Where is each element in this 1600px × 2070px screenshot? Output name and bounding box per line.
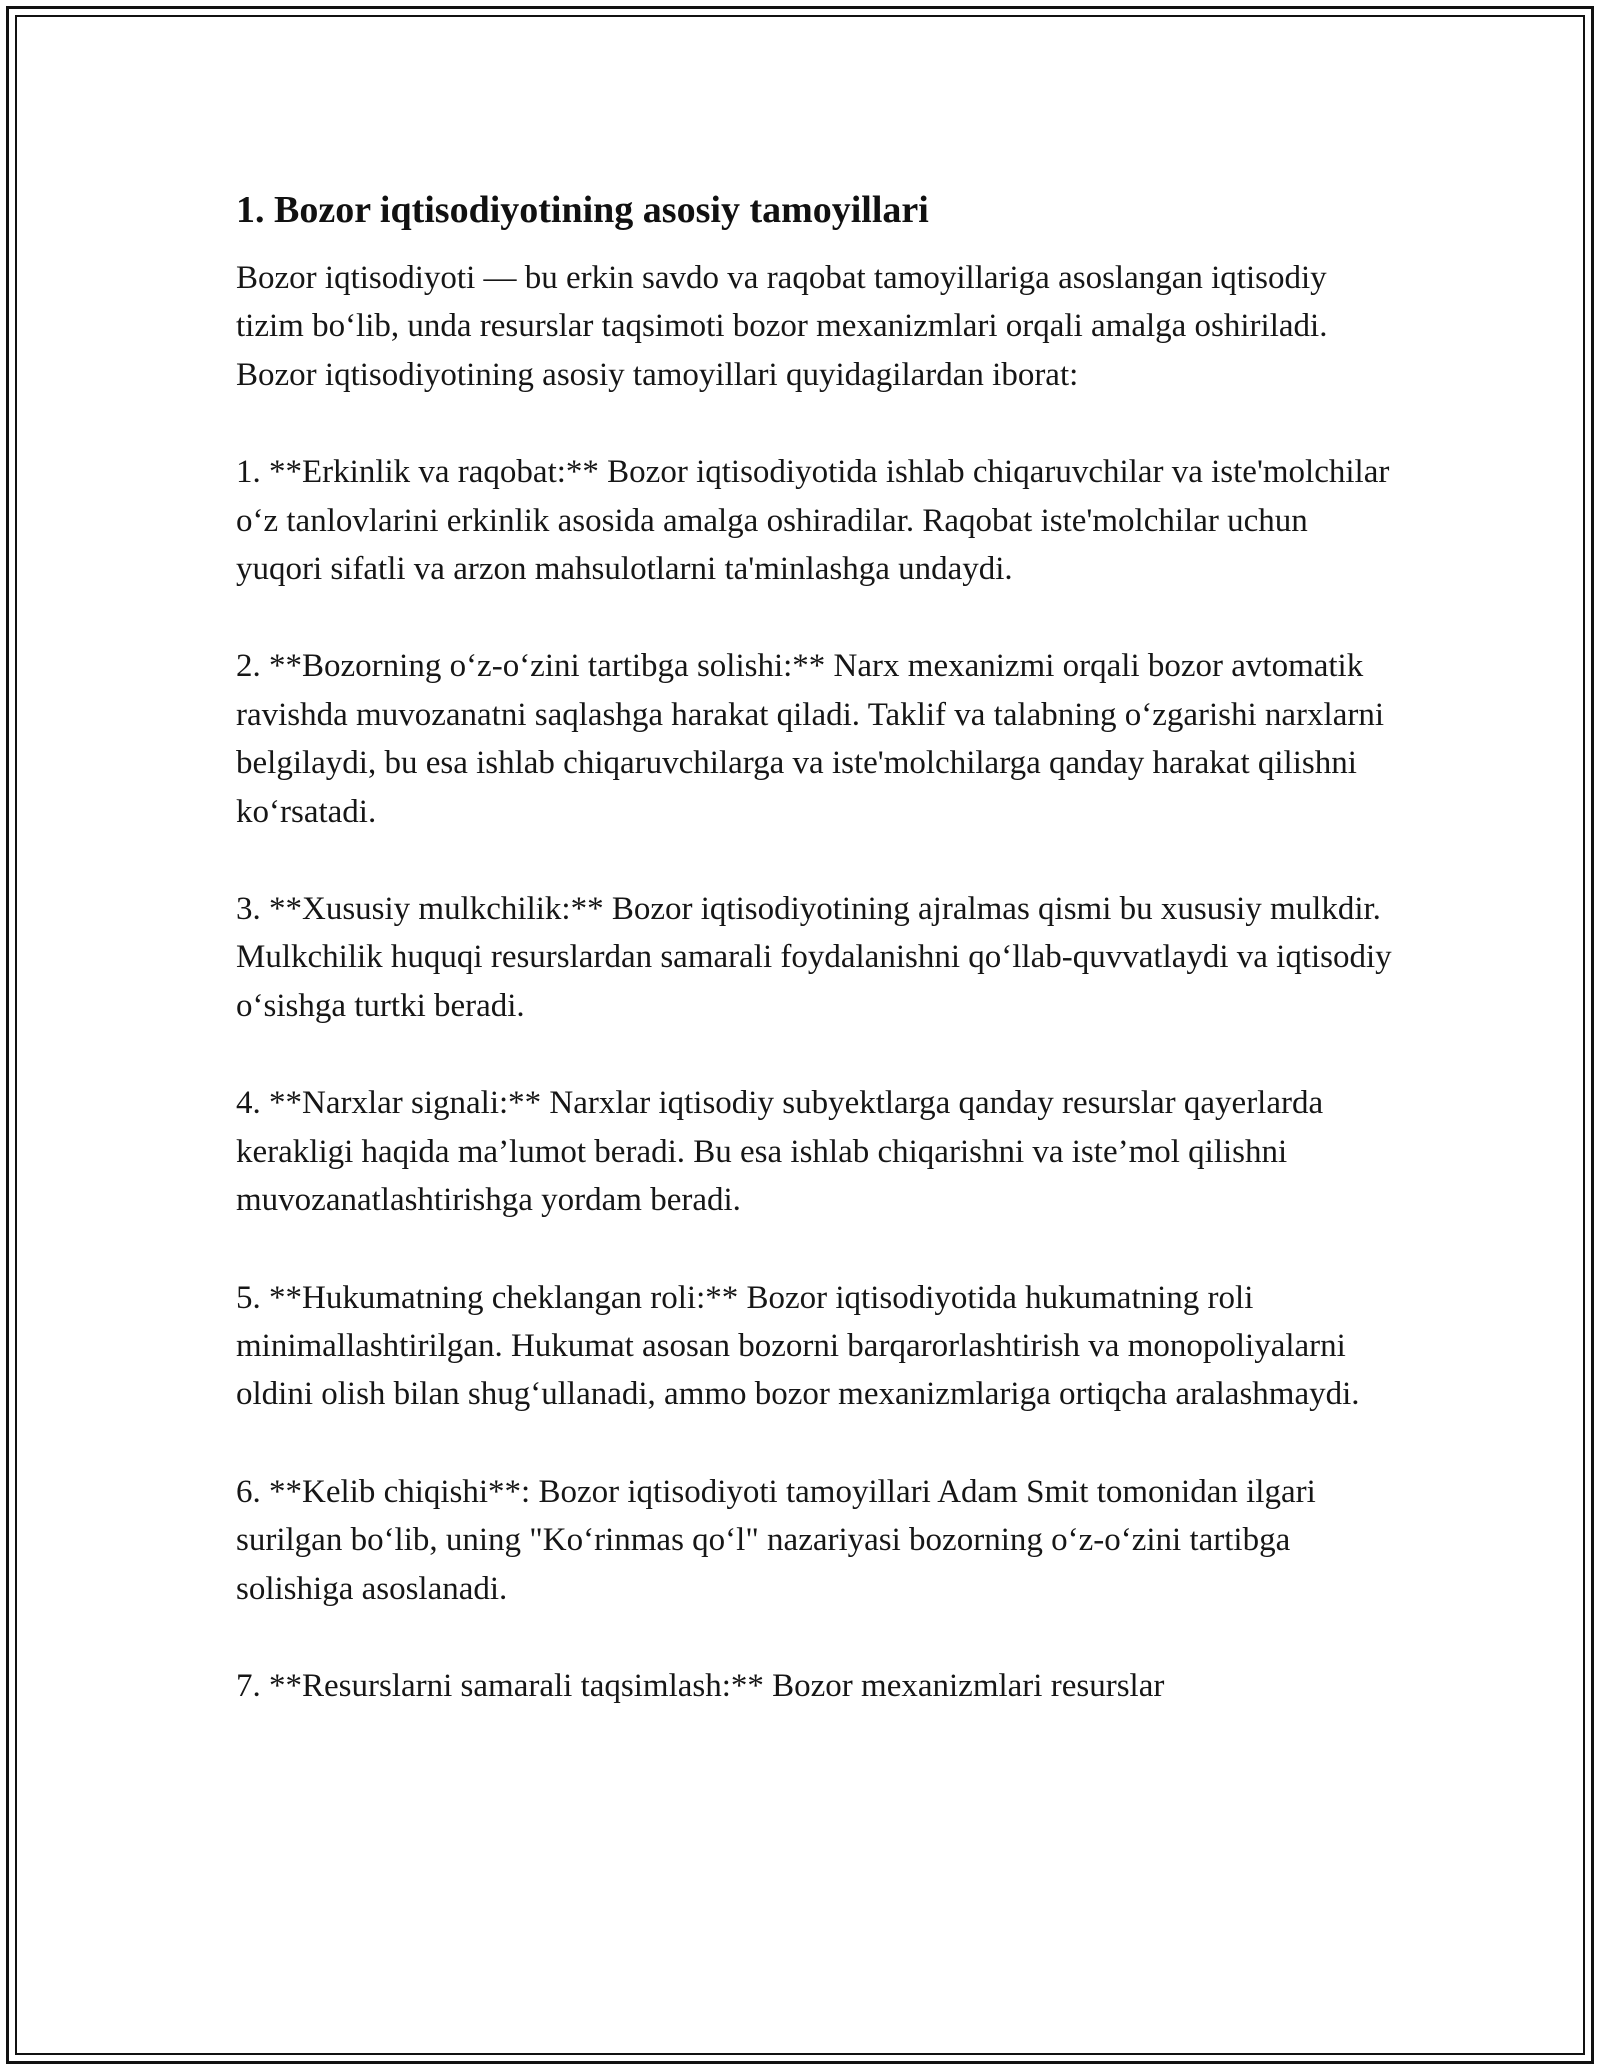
principle-resurslarni-taqsimlash: 7. **Resurslarni samarali taqsimlash:** Bozor mexanizmlari resurslar — [236, 1667, 1165, 1704]
principle-bozor-ozini-tartibga-solishi: 2. **Bozorning o‘z-o‘zini tartibga solishi:** Narx mexanizmi orqali bozor avtomatik ravishda muvozanatni saqlashga harakat qiladi. Taklif va talabning o‘zgarishi narxlarni belgilaydi, bu esa ishlab chiqaruvchilarga va iste'molchilarga qanday harakat qilishni ko‘rsatadi. — [236, 648, 1385, 830]
principle-erkinlik-va-raqobat: 1. **Erkinlik va raqobat:** Bozor iqtisodiyotida ishlab chiqaruvchilar va iste'molchilar o‘z tanlovlarini erkinlik asosida amalga oshiradilar. Raqobat iste'molchilar uchun yuqori sifatli va arzon mahsulotlarni ta'minlashga undaydi. — [236, 454, 1390, 588]
document-title: 1. Bozor iqtisodiyotining asosiy tamoyillari — [236, 189, 929, 231]
intro-paragraph: Bozor iqtisodiyoti — bu erkin savdo va raqobat tamoyillariga asoslangan iqtisodiy tizim bo‘lib, unda resurslar taqsimoti bozor mexanizmlari orqali amalga oshiriladi. Bozor iqtisodiyotining asosiy tamoyillari quyidagilardan iborat: — [236, 260, 1328, 393]
principle-narxlar-signali: 4. **Narxlar signali:** Narxlar iqtisodiy subyektlarga qanday resurslar qayerlarda kerakligi haqida ma’lumot beradi. Bu esa ishlab chiqarishni va iste’mol qilishni muvozanatlashtirishga yordam beradi. — [236, 1085, 1324, 1219]
document-body — [236, 186, 1396, 1759]
principle-hukumat-roli: 5. **Hukumatning cheklangan roli:** Bozor iqtisodiyotida hukumatning roli minimallashtirilgan. Hukumat asosan bozorni barqarorlashtirish va monopoliyalarni oldini olish bilan shug‘ullanadi, ammo bozor mexanizmlariga ortiqcha aralashmaydi. — [236, 1279, 1360, 1413]
principle-kelib-chiqishi: 6. **Kelib chiqishi**: Bozor iqtisodiyoti tamoyillari Adam Smit tomonidan ilgari surilgan bo‘lib, uning "Ko‘rinmas qo‘l" nazariyasi bozorning o‘z-o‘zini tartibga solishiga asoslanadi. — [236, 1473, 1316, 1607]
principle-xususiy-mulkchilik: 3. **Xususiy mulkchilik:** Bozor iqtisodiyotining ajralmas qismi bu xususiy mulkdir. Mulkchilik huquqi resurslardan samarali foydalanishni qo‘llab-quvvatlaydi va iqtisodiy o‘sishga turtki beradi. — [236, 891, 1392, 1024]
